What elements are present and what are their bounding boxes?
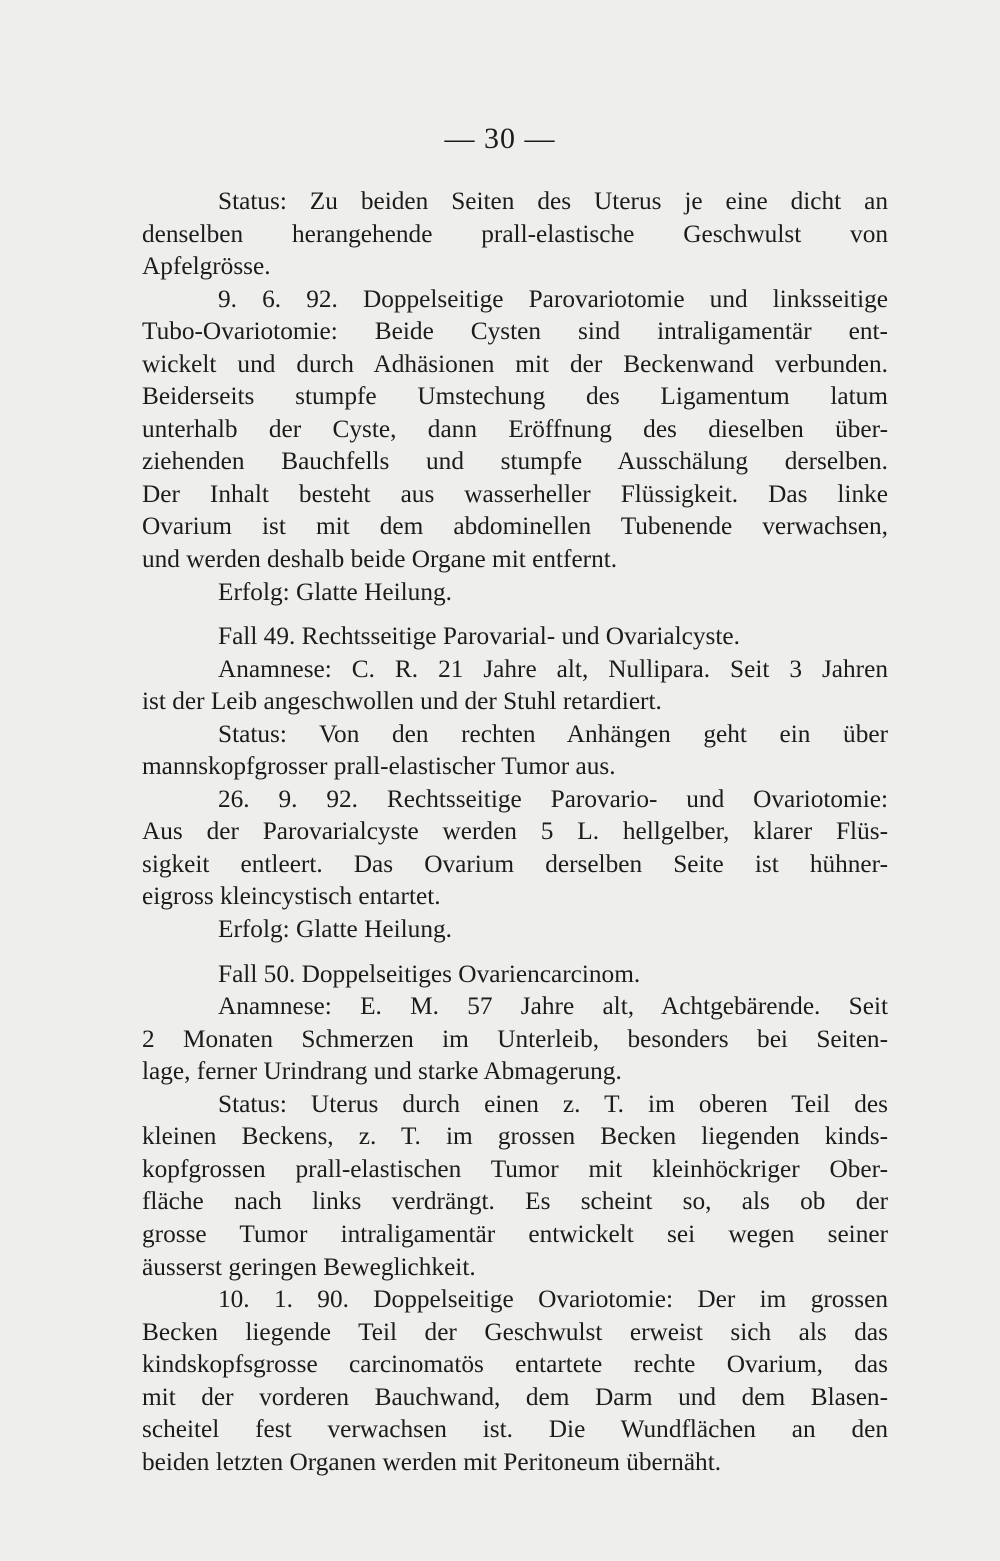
text-line: Ovarium ist mit dem abdominellen Tubenende verwachsen,	[142, 512, 888, 541]
text-line: Status: Von den rechten Anhängen geht ein über	[218, 719, 888, 748]
text-line: fläche nach links verdrängt. Es scheint so, als ob der	[142, 1187, 888, 1216]
text-body	[142, 185, 888, 1478]
text-line: Der Inhalt besteht aus wasserheller Flüssigkeit. Das linke	[142, 479, 888, 508]
operation-paragraph-49	[142, 783, 888, 913]
text-line: 9. 6. 92. Doppelseitige Parovariotomie und linksseitige	[218, 284, 888, 313]
text-line: Anamnese: E. M. 57 Jahre alt, Achtgebärende. Seit	[218, 992, 888, 1021]
result-paragraph-1	[142, 576, 888, 609]
text-line: kleinen Beckens, z. T. im grossen Becken liegenden kinds-	[142, 1122, 888, 1151]
text-line: Erfolg: Glatte Heilung.	[218, 577, 452, 606]
text-line: Becken liegende Teil der Geschwulst erweist sich als das	[142, 1317, 888, 1346]
status-paragraph-49	[142, 718, 888, 783]
page-number: — 30 —	[444, 122, 556, 155]
operation-paragraph-50	[142, 1283, 888, 1478]
status-paragraph-1	[142, 185, 888, 283]
text-line: unterhalb der Cyste, dann Eröffnung des dieselben über-	[142, 414, 888, 443]
case-49-heading	[142, 620, 888, 653]
paragraph-gap	[142, 946, 888, 958]
anamnese-paragraph-50	[142, 990, 888, 1088]
text-line: mit der vorderen Bauchwand, dem Darm und dem Blasen-	[142, 1382, 888, 1411]
text-line: sigkeit entleert. Das Ovarium derselben Seite ist hühner-	[142, 849, 888, 878]
text-line: Erfolg: Glatte Heilung.	[218, 915, 452, 944]
text-line: wickelt und durch Adhäsionen mit der Beckenwand verbunden.	[142, 349, 888, 378]
anamnese-paragraph-49	[142, 653, 888, 718]
text-line: lage, ferner Urindrang und starke Abmagerung.	[142, 1057, 622, 1086]
text-line: kopfgrossen prall-elastischen Tumor mit kleinhöckriger Ober-	[142, 1154, 888, 1183]
text-line: und werden deshalb beide Organe mit entfernt.	[142, 545, 618, 574]
text-line: Anamnese: C. R. 21 Jahre alt, Nullipara. Seit 3 Jahren	[218, 654, 888, 683]
text-line: kindskopfsgrosse carcinomatös entartete rechte Ovarium, das	[142, 1350, 888, 1379]
text-line: Aus der Parovarialcyste werden 5 L. hellgelber, klarer Flüs-	[142, 817, 888, 846]
text-line: beiden letzten Organen werden mit Peritoneum übernäht.	[142, 1447, 722, 1476]
text-line: ist der Leib angeschwollen und der Stuhl retardiert.	[142, 687, 662, 716]
text-line: äusserst geringen Beweglichkeit.	[142, 1252, 476, 1281]
text-line: Status: Uterus durch einen z. T. im oberen Teil des	[218, 1089, 888, 1118]
text-line: Fall 49. Rechtsseitige Parovarial- und Ovarialcyste.	[218, 622, 740, 651]
text-line: 26. 9. 92. Rechtsseitige Parovario- und Ovariotomie:	[218, 784, 888, 813]
text-line: Fall 50. Doppelseitiges Ovariencarcinom.	[218, 959, 641, 988]
text-line: 10. 1. 90. Doppelseitige Ovariotomie: Der im grossen	[218, 1285, 888, 1314]
case-50-heading	[142, 958, 888, 991]
status-paragraph-50	[142, 1088, 888, 1283]
text-line: denselben herangehende prall-elastische Geschwulst von	[142, 219, 888, 248]
text-line: grosse Tumor intraligamentär entwickelt sei wegen seiner	[142, 1219, 888, 1248]
text-line: Beiderseits stumpfe Umstechung des Ligamentum latum	[142, 382, 888, 411]
text-line: 2 Monaten Schmerzen im Unterleib, besonders bei Seiten-	[142, 1024, 888, 1053]
text-line: scheitel fest verwachsen ist. Die Wundflächen an den	[142, 1415, 888, 1444]
text-line: Apfelgrösse.	[142, 252, 271, 281]
operation-paragraph-1	[142, 283, 888, 576]
text-line: eigross kleincystisch entartet.	[142, 882, 441, 911]
text-line: ziehenden Bauchfells und stumpfe Ausschälung derselben.	[142, 447, 888, 476]
text-line: Status: Zu beiden Seiten des Uterus je eine dicht an	[218, 187, 888, 215]
paragraph-gap	[142, 608, 888, 620]
text-line: mannskopfgrosser prall-elastischer Tumor aus.	[142, 752, 616, 781]
text-line: Tubo-Ovariotomie: Beide Cysten sind intraligamentär ent-	[142, 317, 888, 346]
result-paragraph-49	[142, 913, 888, 946]
